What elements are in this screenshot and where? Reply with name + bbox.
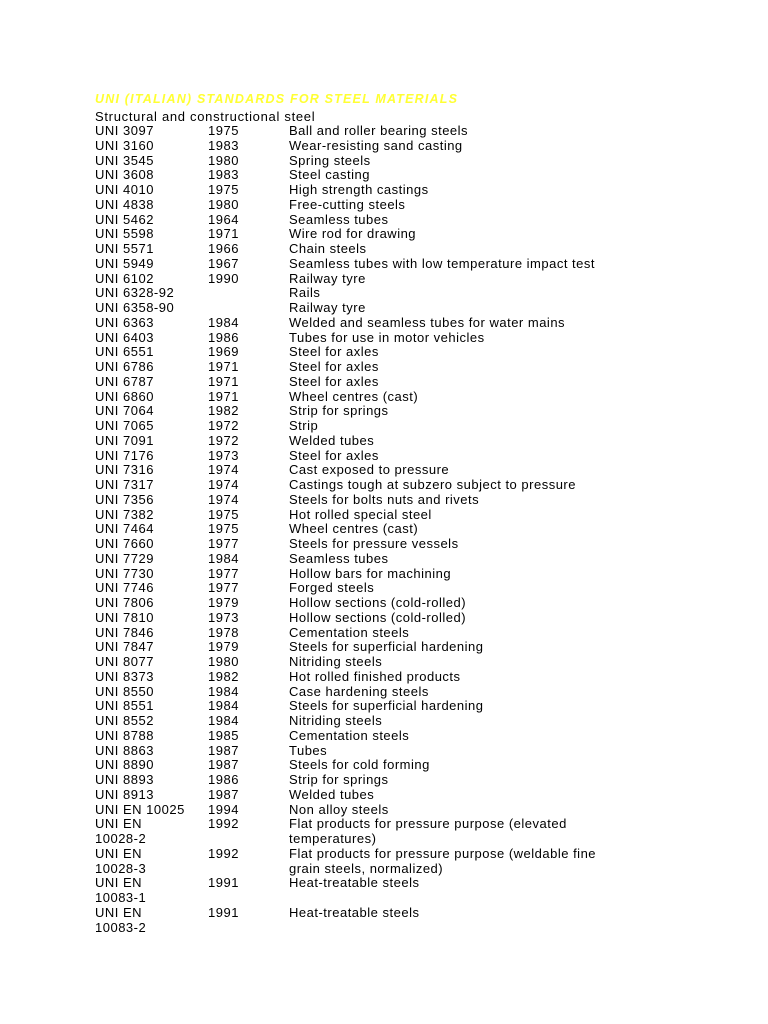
standard-description: Welded tubes <box>289 786 375 802</box>
standard-year: 1971 <box>208 388 239 404</box>
standard-description: Wear-resisting sand casting <box>289 137 463 153</box>
standard-code-line: UNI EN <box>95 875 143 891</box>
standard-description: Hollow bars for machining <box>289 565 452 581</box>
standard-year: 1977 <box>208 580 239 596</box>
list-item <box>95 670 735 685</box>
standard-year: 1992 <box>208 845 239 861</box>
standard-year: 1985 <box>208 727 239 743</box>
standard-year: 1984 <box>208 698 239 714</box>
standard-year: 1975 <box>208 182 239 197</box>
standard-code: UNI 7847 <box>95 639 154 655</box>
standard-year: 1991 <box>208 875 239 891</box>
standard-description: Spring steels <box>289 152 371 168</box>
standard-description: Non alloy steels <box>289 801 389 817</box>
standard-code-line: 10083-2 <box>95 919 147 935</box>
standard-year: 1984 <box>208 550 239 566</box>
list-item <box>95 803 735 818</box>
standard-year: 1977 <box>208 536 239 551</box>
standard-year: 1984 <box>208 713 239 728</box>
standard-year: 1980 <box>208 196 239 212</box>
standard-code: UNI 6551 <box>95 344 154 360</box>
standard-description-line: Flat products for pressure purpose (weldable fine <box>289 845 597 861</box>
standard-code: UNI 6328-92 <box>95 285 175 301</box>
standard-year: 1984 <box>208 314 239 330</box>
standard-code: UNI 3097 <box>95 123 154 138</box>
standard-year: 1991 <box>208 904 239 920</box>
list-item <box>95 286 735 301</box>
list-item <box>95 139 735 154</box>
standard-year: 1969 <box>208 344 239 360</box>
standard-description: Wheel centres (cast) <box>289 388 419 404</box>
standard-code: UNI 7382 <box>95 506 154 522</box>
list-item <box>95 714 735 729</box>
standard-code: UNI 5949 <box>95 255 154 271</box>
list-item <box>95 906 735 936</box>
standard-code: UNI 6403 <box>95 329 154 345</box>
standard-year: 1964 <box>208 211 239 227</box>
standard-year: 1987 <box>208 742 239 758</box>
standard-code-line: UNI EN <box>95 904 143 920</box>
standard-year: 1975 <box>208 506 239 522</box>
standard-code: UNI 7091 <box>95 432 154 448</box>
standard-year: 1972 <box>208 432 239 448</box>
list-item <box>95 124 735 139</box>
standard-description: Steels for pressure vessels <box>289 536 459 551</box>
standard-year: 1994 <box>208 801 239 817</box>
standard-code: UNI 5571 <box>95 241 154 256</box>
standard-code: UNI 7746 <box>95 580 154 596</box>
standard-description <box>289 847 596 877</box>
standard-code: UNI 6358-90 <box>95 300 175 315</box>
standard-description: Welded and seamless tubes for water mains <box>289 314 566 330</box>
standard-code: UNI 8913 <box>95 786 154 802</box>
standard-year: 1973 <box>208 447 239 463</box>
standard-description: Tubes for use in motor vehicles <box>289 329 485 345</box>
list-item <box>95 537 735 552</box>
standard-code: UNI 8373 <box>95 668 154 684</box>
standard-code: UNI 6787 <box>95 373 154 389</box>
standard-code: UNI EN 10025 <box>95 801 185 817</box>
list-item <box>95 655 735 670</box>
standard-description: Seamless tubes <box>289 211 389 227</box>
list-item <box>95 449 735 464</box>
standard-year: 1975 <box>208 123 239 138</box>
list-item <box>95 611 735 626</box>
standard-description: Steel casting <box>289 167 370 183</box>
standard-year: 1977 <box>208 565 239 581</box>
standard-description: Tubes <box>289 742 328 758</box>
standard-year: 1983 <box>208 167 239 183</box>
standard-description: Seamless tubes <box>289 550 389 566</box>
standard-description: Strip for springs <box>289 772 389 787</box>
standard-year: 1982 <box>208 403 239 419</box>
standard-code: UNI 7464 <box>95 521 154 537</box>
standard-code: UNI 8788 <box>95 727 154 743</box>
standard-description: Hollow sections (cold-rolled) <box>289 595 467 610</box>
standard-year: 1980 <box>208 654 239 669</box>
standard-code: UNI 8077 <box>95 654 154 669</box>
standard-year: 1966 <box>208 241 239 256</box>
standard-description: Wheel centres (cast) <box>289 521 419 537</box>
standard-description: Nitriding steels <box>289 713 383 728</box>
list-item <box>95 213 735 228</box>
standard-code: UNI 7176 <box>95 447 154 463</box>
standard-description: Strip <box>289 418 319 433</box>
list-item <box>95 685 735 700</box>
list-item <box>95 257 735 272</box>
standard-code: UNI 7810 <box>95 609 154 625</box>
standard-description: Ball and roller bearing steels <box>289 123 469 138</box>
standard-year: 1972 <box>208 418 239 433</box>
list-item <box>95 626 735 641</box>
standard-code-line: UNI EN <box>95 816 143 832</box>
standard-code: UNI 7316 <box>95 462 154 478</box>
standard-code: UNI 6102 <box>95 270 154 286</box>
standard-code: UNI 7806 <box>95 595 154 610</box>
standard-code: UNI 8552 <box>95 713 154 728</box>
list-item <box>95 552 735 567</box>
standard-year: 1979 <box>208 595 239 610</box>
standard-year: 1986 <box>208 329 239 345</box>
standard-code: UNI 7065 <box>95 418 154 433</box>
standard-code-line: UNI EN <box>95 845 143 861</box>
standard-code: UNI 7660 <box>95 536 154 551</box>
standard-code: UNI 8893 <box>95 772 154 787</box>
list-item <box>95 508 735 523</box>
standard-year: 1974 <box>208 477 239 492</box>
standard-code: UNI 3608 <box>95 167 154 183</box>
standard-code-line: 10028-2 <box>95 831 147 846</box>
standard-code: UNI 4838 <box>95 196 154 212</box>
standard-code: UNI 7356 <box>95 491 154 507</box>
list-item <box>95 272 735 287</box>
standard-description: High strength castings <box>289 182 429 197</box>
list-item <box>95 567 735 582</box>
standard-code: UNI 4010 <box>95 182 154 197</box>
list-item <box>95 463 735 478</box>
list-item <box>95 198 735 213</box>
standard-year: 1987 <box>208 757 239 773</box>
standard-year: 1974 <box>208 462 239 478</box>
standard-year: 1990 <box>208 270 239 286</box>
list-item <box>95 581 735 596</box>
standard-year: 1979 <box>208 639 239 655</box>
standard-code: UNI 6860 <box>95 388 154 404</box>
list-item <box>95 316 735 331</box>
standard-code: UNI 8550 <box>95 683 154 699</box>
standard-code: UNI 3545 <box>95 152 154 168</box>
list-item <box>95 699 735 714</box>
standard-year: 1971 <box>208 359 239 374</box>
standard-code: UNI 5462 <box>95 211 154 227</box>
list-item <box>95 522 735 537</box>
list-item <box>95 640 735 655</box>
standard-description <box>289 906 419 921</box>
list-item <box>95 345 735 360</box>
standard-year: 1992 <box>208 816 239 832</box>
standard-code: UNI 8890 <box>95 757 154 773</box>
list-item <box>95 301 735 316</box>
standard-description-line: Heat-treatable steels <box>289 875 420 891</box>
standard-year: 1987 <box>208 786 239 802</box>
standard-year: 1975 <box>208 521 239 537</box>
standard-description: Cast exposed to pressure <box>289 462 450 478</box>
list-item <box>95 375 735 390</box>
standard-code-line: 10083-1 <box>95 890 147 905</box>
list-item <box>95 404 735 419</box>
section-heading: Structural and constructional steel <box>95 109 316 124</box>
standard-description: Hot rolled finished products <box>289 668 461 684</box>
standard-code: UNI 7846 <box>95 624 154 640</box>
list-item <box>95 847 735 877</box>
standard-year: 1973 <box>208 609 239 625</box>
standard-description: Steels for cold forming <box>289 757 430 773</box>
standard-code: UNI 7317 <box>95 477 154 492</box>
standard-year: 1971 <box>208 226 239 242</box>
list-item <box>95 360 735 375</box>
standard-description: Steels for bolts nuts and rivets <box>289 491 480 507</box>
standard-description: Case hardening steels <box>289 683 429 699</box>
list-item <box>95 744 735 759</box>
standard-code <box>95 817 146 847</box>
list-item <box>95 493 735 508</box>
standard-code: UNI 8551 <box>95 698 154 714</box>
list-item <box>95 876 735 906</box>
standard-year: 1978 <box>208 624 239 640</box>
standard-description: Rails <box>289 285 321 301</box>
standard-description: Steels for superficial hardening <box>289 639 484 655</box>
standard-year: 1986 <box>208 772 239 787</box>
list-item <box>95 434 735 449</box>
standard-description: Steel for axles <box>289 359 379 374</box>
list-item <box>95 817 735 847</box>
standard-description-line: grain steels, normalized) <box>289 860 444 876</box>
standard-code: UNI 8863 <box>95 742 154 758</box>
standards-list <box>95 124 735 935</box>
standard-description: Free-cutting steels <box>289 196 406 212</box>
standard-description-line: Heat-treatable steels <box>289 904 420 920</box>
list-item <box>95 242 735 257</box>
list-item <box>95 168 735 183</box>
standard-year: 1983 <box>208 137 239 153</box>
list-item <box>95 183 735 198</box>
standard-description: Welded tubes <box>289 432 375 448</box>
list-item <box>95 596 735 611</box>
list-item <box>95 154 735 169</box>
standard-year: 1971 <box>208 373 239 389</box>
standard-code: UNI 6786 <box>95 359 154 374</box>
list-item <box>95 773 735 788</box>
standard-description: Steels for superficial hardening <box>289 698 484 714</box>
standard-description: Cementation steels <box>289 624 410 640</box>
standard-description: Chain steels <box>289 241 367 256</box>
standard-description: Railway tyre <box>289 270 366 286</box>
standard-description <box>289 876 419 891</box>
standard-code: UNI 7729 <box>95 550 154 566</box>
list-item <box>95 729 735 744</box>
list-item <box>95 788 735 803</box>
standard-description: Cementation steels <box>289 727 410 743</box>
standard-description: Seamless tubes with low temperature impact test <box>289 255 596 271</box>
standard-description <box>289 817 567 847</box>
standard-description: Strip for springs <box>289 403 389 419</box>
standard-year: 1967 <box>208 255 239 271</box>
standard-code <box>95 847 146 877</box>
standard-description: Hollow sections (cold-rolled) <box>289 609 467 625</box>
standard-description: Forged steels <box>289 580 375 596</box>
standard-code: UNI 5598 <box>95 226 154 242</box>
list-item <box>95 758 735 773</box>
standard-description-line: Flat products for pressure purpose (elevated <box>289 816 567 832</box>
list-item <box>95 331 735 346</box>
standard-year: 1982 <box>208 668 239 684</box>
list-item <box>95 390 735 405</box>
standard-year: 1984 <box>208 683 239 699</box>
standard-description: Nitriding steels <box>289 654 383 669</box>
standard-code: UNI 6363 <box>95 314 154 330</box>
standard-code-line: 10028-3 <box>95 860 147 876</box>
standard-code <box>95 876 146 906</box>
standard-code <box>95 906 146 936</box>
document-title: UNI (ITALIAN) STANDARDS FOR STEEL MATERIALS <box>95 92 459 106</box>
standard-code: UNI 7730 <box>95 565 154 581</box>
standard-description: Hot rolled special steel <box>289 506 432 522</box>
standard-year: 1974 <box>208 491 239 507</box>
list-item <box>95 478 735 493</box>
standard-description: Steel for axles <box>289 373 379 389</box>
standard-description-line: temperatures) <box>289 831 377 846</box>
standard-year: 1980 <box>208 152 239 168</box>
list-item <box>95 227 735 242</box>
standard-description: Castings tough at subzero subject to pressure <box>289 477 576 492</box>
list-item <box>95 419 735 434</box>
standard-description: Steel for axles <box>289 344 379 360</box>
standard-code: UNI 3160 <box>95 137 154 153</box>
standard-code: UNI 7064 <box>95 403 154 419</box>
standard-description: Steel for axles <box>289 447 379 463</box>
standard-description: Wire rod for drawing <box>289 226 417 242</box>
standard-description: Railway tyre <box>289 300 366 315</box>
